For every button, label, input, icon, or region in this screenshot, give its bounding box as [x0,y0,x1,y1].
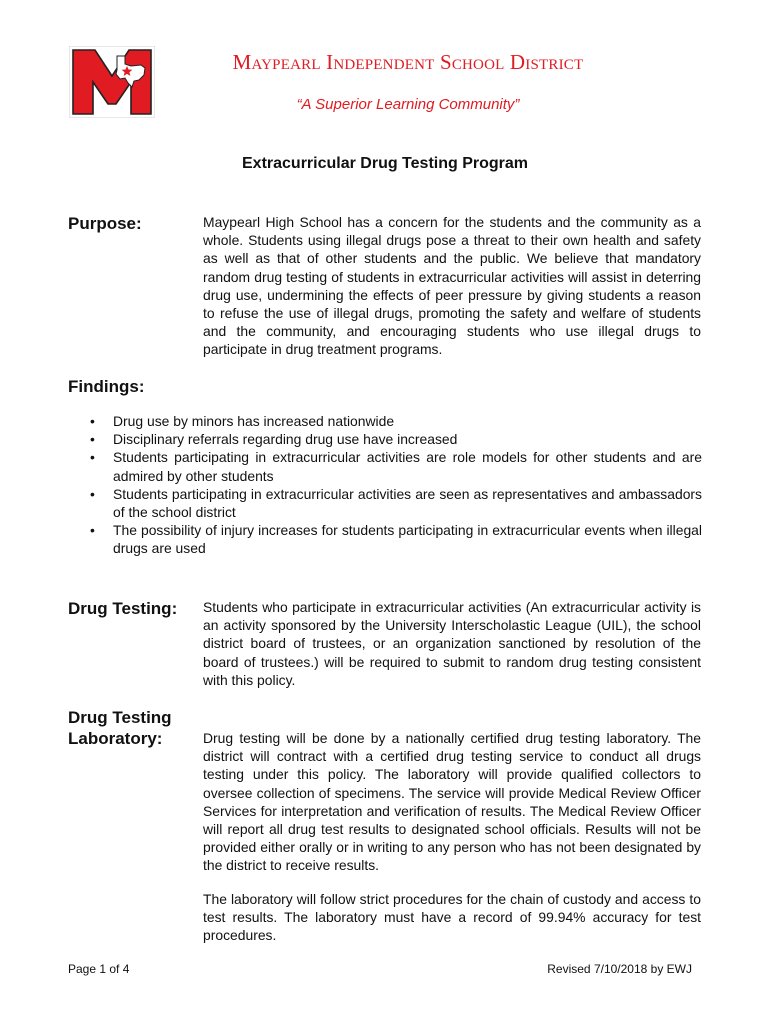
district-logo [69,46,155,118]
drug-testing-heading: Drug Testing: [68,599,178,618]
findings-heading: Findings: [68,377,145,396]
laboratory-text-1: Drug testing will be done by a nationally certified drug testing laboratory. The district will contract with a certified drug testing service to conduct all drugs testing under this policy. The laboratory will provide qualified collectors to oversee collection of specimens. The service will provide Medical Review Officer Services for interpretation and verification of results. The Medical Review Officer will report all drug test results to designated school officials. Results will not be provided either orally or in writing to any person who has not been designated by the district to receive results. [203,730,701,874]
page-number: Page 1 of 4 [68,962,130,976]
list-item: • Drug use by minors has increased nationwide [90,413,395,429]
bullet-icon: • [90,449,95,466]
purpose-heading: Purpose: [68,214,142,233]
list-item: • Students participating in extracurricular activities are role models for other students and are admired by other students [90,449,702,484]
list-item: • The possibility of injury increases for students participating in extracurricular events when illegal drugs are used [90,522,702,557]
revision-note: Revised 7/10/2018 by EWJ [547,962,692,976]
drug-testing-text: Students who participate in extracurricular activities (An extracurricular activity is an activity sponsored by the University Interscholastic League (UIL), the school district board of trustees, or an organization sanctioned by resolution of the board of trustees.) will be required to submit to random drug testing consistent with this policy. [203,599,701,688]
district-name: Maypearl Independent School District [232,50,584,74]
document-title: Extracurricular Drug Testing Program [242,155,528,172]
district-tagline: “A Superior Learning Community” [296,96,520,113]
list-item: • Students participating in extracurricular activities are seen as representatives and ambassadors of the school district [90,485,702,521]
laboratory-text-2: The laboratory will follow strict procedures for the chain of custody and access to test results. The laboratory must have a record of 99.94% accuracy for test procedures. [203,891,701,944]
laboratory-heading: Drug Testing Laboratory: [68,708,172,748]
findings-list [90,412,702,558]
bullet-icon: • [90,522,95,539]
list-item: • Disciplinary referrals regarding drug use have increased [90,431,458,448]
bullet-icon: • [90,485,95,502]
bullet-icon: • [90,431,95,448]
purpose-text: Maypearl High School has a concern for the students and the community as a whole. Students using illegal drugs pose a threat to their own health and safety as well as that of other students and the public. We believe that mandatory random drug testing of students in extracurricular activities will assist in deterring drug use, undermining the effects of peer pressure by giving students a reason to refuse the use of illegal drugs, promoting the safety and welfare of students and the community, and encouraging students who use illegal drugs to participate in drug treatment programs. [203,214,701,358]
bullet-icon: • [90,413,95,429]
